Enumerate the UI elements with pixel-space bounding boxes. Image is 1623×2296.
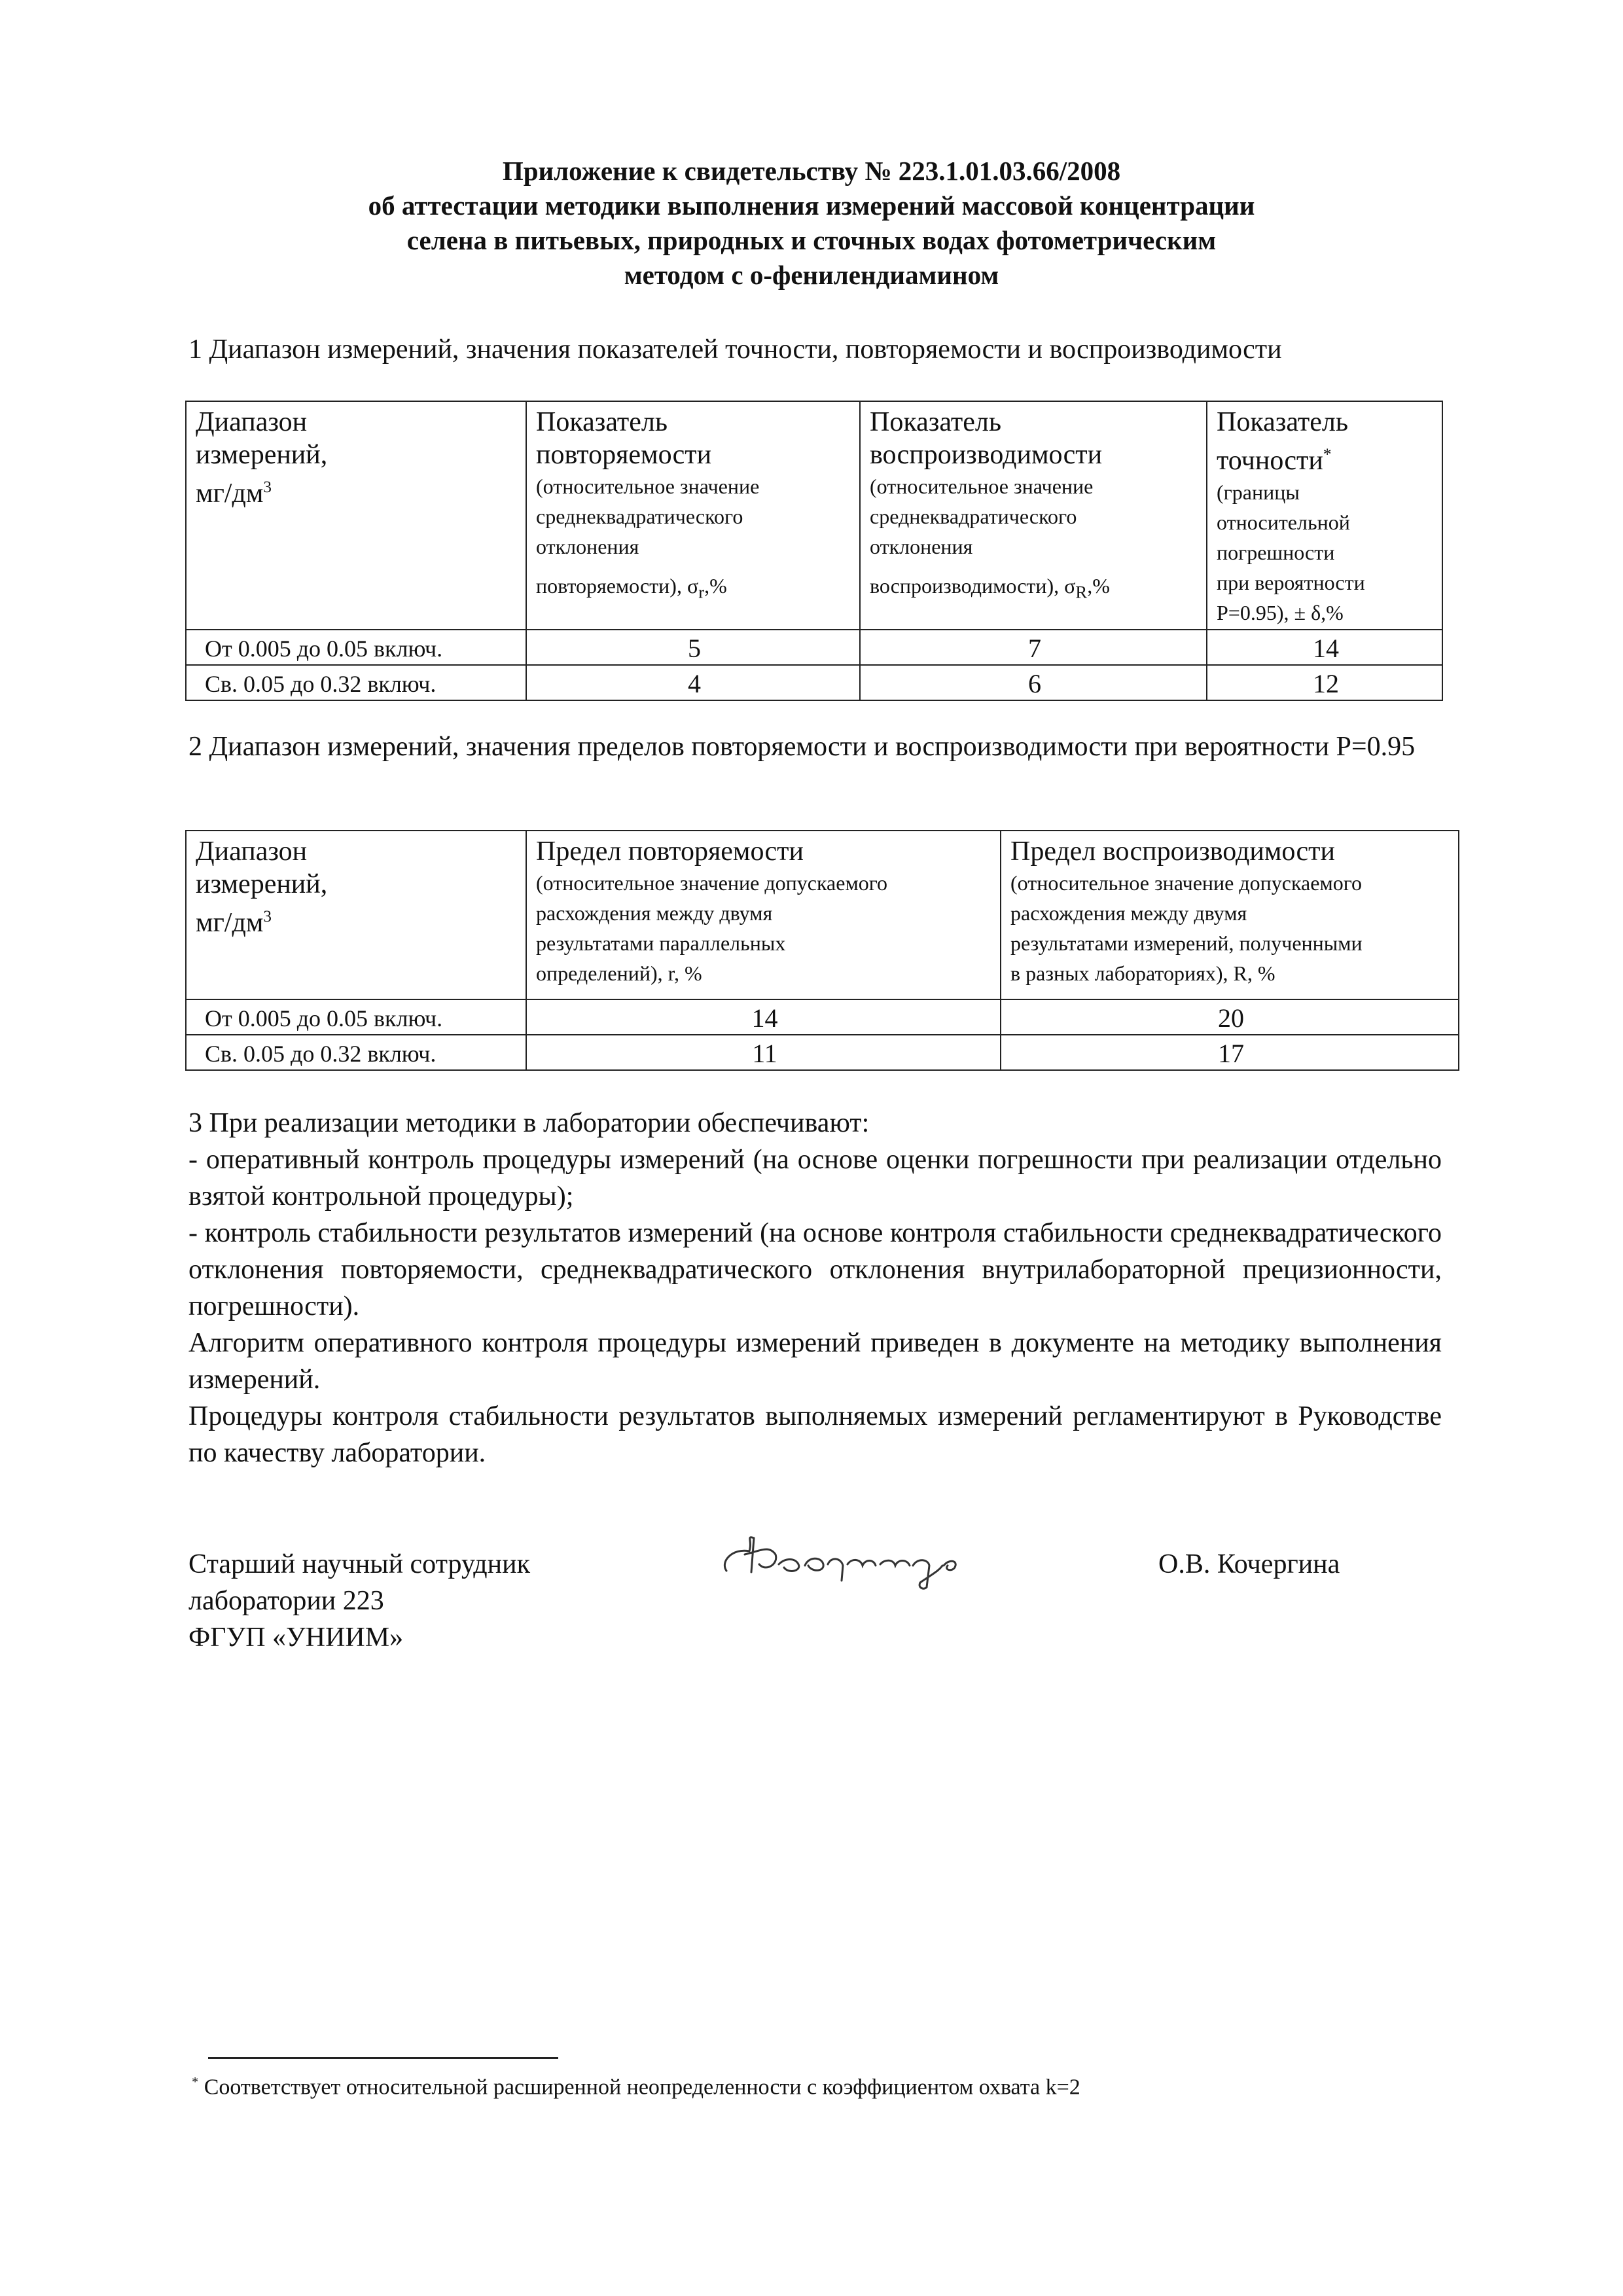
header-cell-repeatability: Показатель повторяемости (относительное значение среднеквадратического отклонения повторяемости), $\sigma_r,\%$ xyxy=(526,401,860,630)
header-line-3: селена в питьевых, природных и сточных водах фотометрическим xyxy=(406,225,1217,255)
limits-table xyxy=(185,830,1459,1071)
signer-name: О.В. Кочергина xyxy=(1158,1549,1340,1579)
header-cell-reproducibility: Показатель воспроизводимости (относительное значение среднеквадратического отклонения воспроизводимости), $\sigma_R,\%$ xyxy=(860,401,1207,630)
section-3-item-stability: - контроль стабильности результатов измерений (на основе контроля стабильности среднеквадратического отклонения повторяемости, среднеквадратического отклонения внутрилабораторной прецизионности, погрешности). xyxy=(188,1218,1442,1321)
header-cell-repeatability-limit: Предел повторяемости (относительное значение допускаемого расхождения между двумя результатами параллельных определений), r, % xyxy=(526,831,1001,999)
handwritten-signature xyxy=(713,1525,1021,1597)
table-header-row xyxy=(186,401,1442,630)
accuracy-table xyxy=(185,401,1443,701)
footnote: * Соответствует относительной расширенной неопределенности с коэффициентом охвата k=2 xyxy=(192,2075,1080,2100)
table-row: От 0.005 до 0.05 включ. 14 20 xyxy=(186,999,1459,1035)
header-cell-range: Диапазон измерений, $мг/дм^3$ xyxy=(186,831,526,999)
section-3-procedures: Процедуры контроля стабильности результатов выполняемых измерений регламентируют в Руководстве по качеству лаборатории. xyxy=(188,1401,1442,1468)
header-cell-accuracy: Показатель точности* (границы относительной погрешности при вероятности P=0.95), ± δ,% xyxy=(1207,401,1442,630)
table-row: От 0.005 до 0.05 включ. 5 7 14 xyxy=(186,630,1442,665)
section-3-intro: 3 При реализации методики в лаборатории обеспечивают: xyxy=(188,1108,870,1138)
footnote-divider xyxy=(208,2057,558,2059)
section-1-title: 1 Диапазон измерений, значения показателей точности, повторяемости и воспроизводимости xyxy=(188,334,1282,365)
header-line-2: об аттестации методики выполнения измерений массовой концентрации xyxy=(368,190,1255,221)
header-cell-range: Диапазон измерений, $мг/дм^3$ xyxy=(186,401,526,630)
document-header xyxy=(196,154,1427,293)
header-cell-reproducibility-limit: Предел воспроизводимости (относительное значение допускаемого расхождения между двумя результатами измерений, полученными в разных лабораториях), R, % xyxy=(1001,831,1459,999)
section-3 xyxy=(188,1105,1442,1471)
table-row: Св. 0.05 до 0.32 включ. 4 6 12 xyxy=(186,665,1442,700)
section-3-item-operational: - оперативный контроль процедуры измерений (на основе оценки погрешности при реализации отдельно взятой контрольной процедуры); xyxy=(188,1145,1442,1211)
table-header-row xyxy=(186,831,1459,999)
signer-position: Старший научный сотрудник лаборатории 223 ФГУП «УНИИМ» xyxy=(188,1549,531,1653)
section-3-algorithm: Алгоритм оперативного контроля процедуры измерений приведен в документе на методику выполнения измерений. xyxy=(188,1328,1442,1395)
table-row: Св. 0.05 до 0.32 включ. 11 17 xyxy=(186,1035,1459,1070)
header-line-1: Приложение к свидетельству № 223.1.01.03.66/2008 xyxy=(502,156,1121,186)
section-2-title: 2 Диапазон измерений, значения пределов повторяемости и воспроизводимости при вероятности P=0.95 xyxy=(188,732,1416,762)
header-line-4: методом с о-фенилендиамином xyxy=(624,260,999,290)
